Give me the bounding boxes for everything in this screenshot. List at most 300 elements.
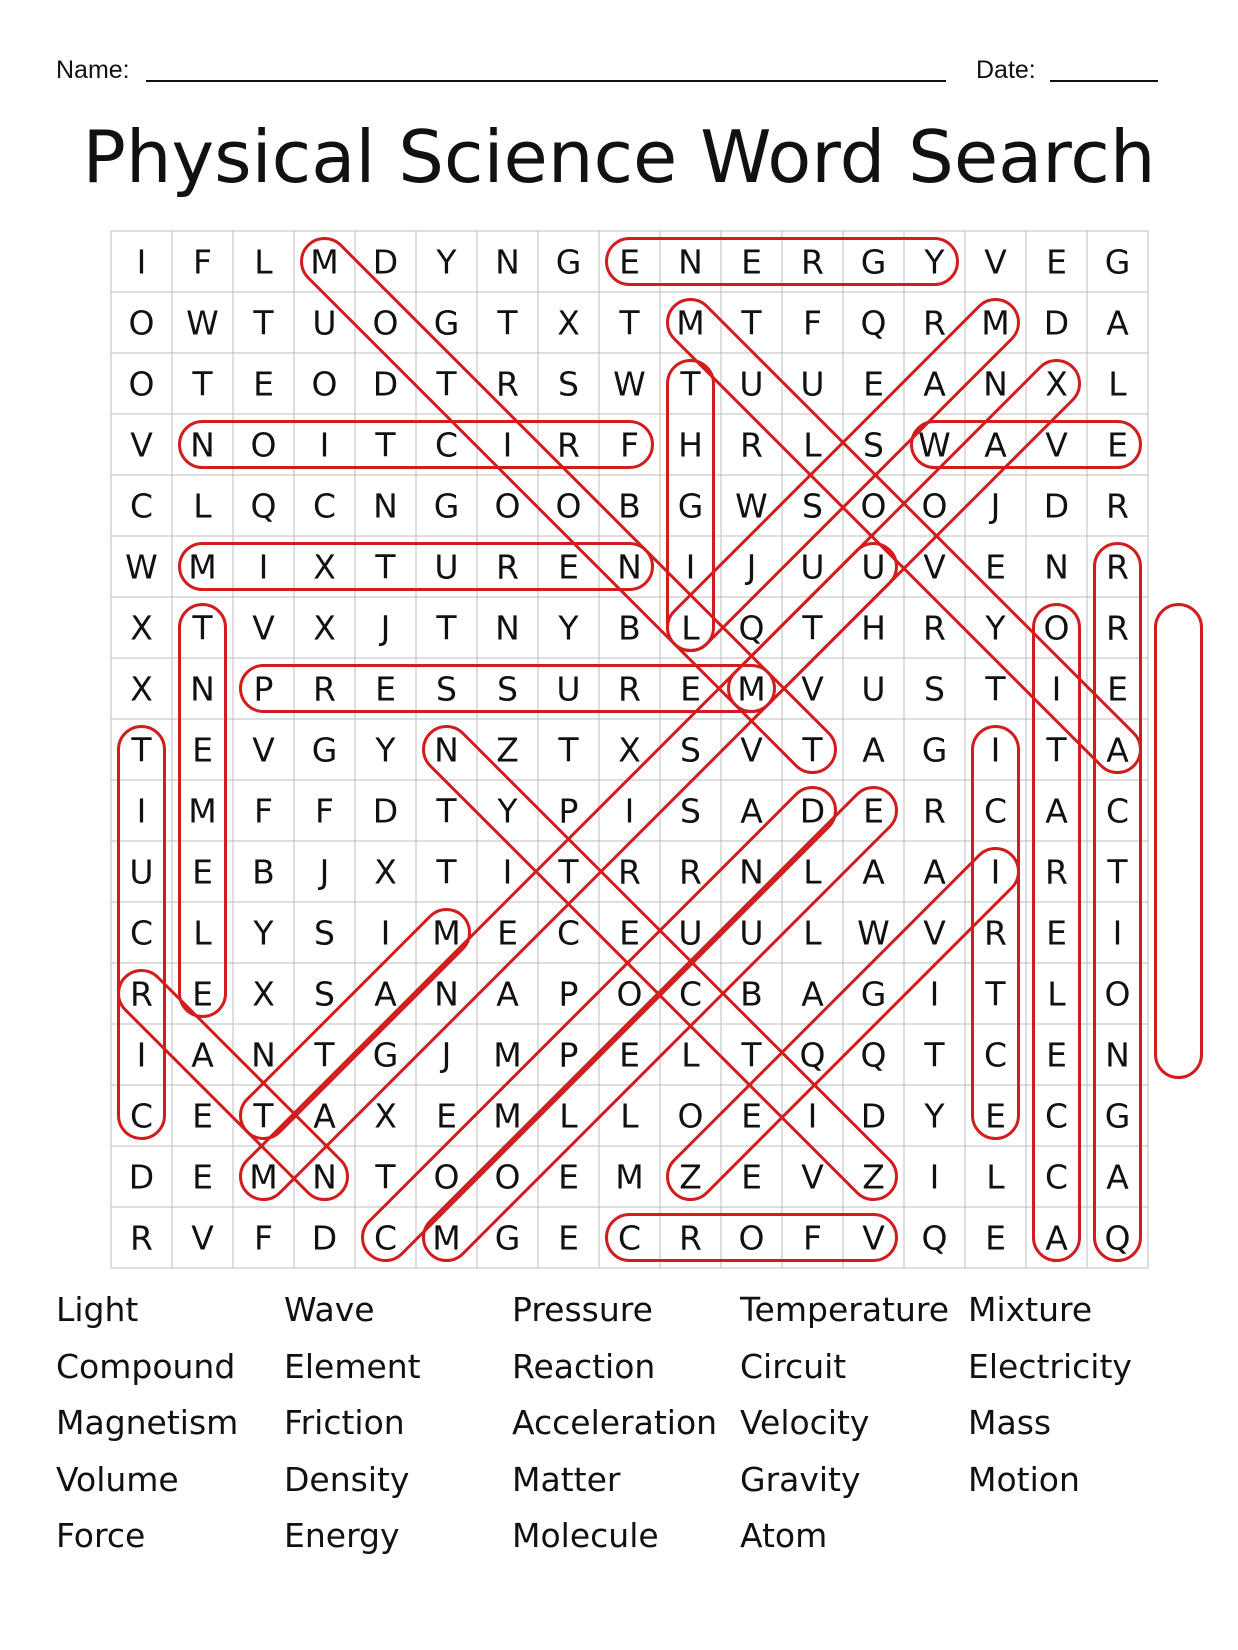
grid-letter[interactable]: L [681,608,700,648]
grid-letter[interactable]: I [502,852,513,892]
grid-letter[interactable]: I [929,1157,940,1197]
grid-letter[interactable]: F [193,242,212,282]
grid-letter[interactable]: W [125,547,158,587]
grid-letter[interactable]: T [985,974,1006,1014]
grid-letter[interactable]: L [803,852,822,892]
grid-letter[interactable]: L [193,913,212,953]
grid-letter[interactable]: E [1046,913,1067,953]
word-list-item: Wave [284,1290,375,1329]
grid-letter[interactable]: A [191,1035,214,1075]
grid-letter[interactable]: S [863,425,884,465]
grid-letter[interactable]: P [253,669,274,709]
grid-letter[interactable]: N [739,852,764,892]
grid-letter[interactable]: I [929,974,940,1014]
grid-letter[interactable]: C [312,486,337,526]
grid-letter[interactable]: F [620,425,639,465]
grid-letter[interactable]: G [433,486,460,526]
grid-letter[interactable]: B [618,486,641,526]
grid-letter[interactable]: A [1106,303,1129,343]
grid-letter[interactable]: T [497,303,518,343]
grid-letter[interactable]: N [495,608,520,648]
grid-letter[interactable]: Q [921,1218,948,1258]
grid-letter[interactable]: U [861,669,886,709]
grid-letter[interactable]: E [741,242,762,282]
grid-letter[interactable]: L [803,425,822,465]
grid-letter[interactable]: L [1108,364,1127,404]
grid-letter[interactable]: W [613,364,646,404]
grid-letter[interactable]: E [680,669,701,709]
grid-letter[interactable]: G [494,1218,521,1258]
grid-letter[interactable]: T [192,364,213,404]
grid-letter[interactable]: E [253,364,274,404]
grid-letter[interactable]: G [1104,1096,1131,1136]
grid-letter[interactable]: O [1043,608,1070,648]
grid-letter[interactable]: E [985,547,1006,587]
grid-letter[interactable]: E [192,1157,213,1197]
grid-letter[interactable]: T [436,852,457,892]
grid-letter[interactable]: R [130,974,153,1014]
grid-letter[interactable]: G [555,242,582,282]
grid-letter[interactable]: X [557,303,580,343]
grid-letter[interactable]: Z [496,730,519,770]
grid-letter[interactable]: U [739,364,764,404]
grid-letter[interactable]: U [800,364,825,404]
grid-letter[interactable]: S [558,364,579,404]
grid-letter[interactable]: T [253,303,274,343]
grid-letter[interactable]: T [375,1157,396,1197]
grid-letter[interactable]: E [192,730,213,770]
grid-letter[interactable]: M [676,303,705,343]
grid-letter[interactable]: B [740,974,763,1014]
grid-letter[interactable]: A [801,974,824,1014]
grid-letter[interactable]: V [862,1218,885,1258]
grid-letter[interactable]: R [801,242,824,282]
grid-letter[interactable]: E [619,1035,640,1075]
grid-letter[interactable]: N [1044,547,1069,587]
grid-letter[interactable]: S [680,730,701,770]
grid-letter[interactable]: U [129,852,154,892]
grid-letter[interactable]: E [192,1096,213,1136]
grid-letter[interactable]: N [434,974,459,1014]
grid-letter[interactable]: R [618,669,641,709]
grid-letter[interactable]: V [984,242,1007,282]
grid-letter[interactable]: N [495,242,520,282]
grid-letter[interactable]: C [678,974,703,1014]
grid-letter[interactable]: C [1044,1096,1069,1136]
grid-letter[interactable]: A [1045,791,1068,831]
grid-letter[interactable]: P [558,974,579,1014]
grid-letter[interactable]: M [493,1096,522,1136]
grid-letter[interactable]: O [494,1157,521,1197]
word-list-item: Magnetism [56,1403,239,1442]
grid-letter[interactable]: I [136,791,147,831]
grid-letter[interactable]: E [619,242,640,282]
grid-letter[interactable]: E [1046,1035,1067,1075]
grid-letter[interactable]: T [558,852,579,892]
grid-letter[interactable]: R [923,608,946,648]
grid-letter[interactable]: E [558,1157,579,1197]
grid-letter[interactable]: Z [679,1157,702,1197]
grid-letter[interactable]: E [741,1157,762,1197]
grid-letter[interactable]: O [1104,974,1131,1014]
grid-letter[interactable]: T [741,1035,762,1075]
grid-letter[interactable]: T [558,730,579,770]
grid-letter[interactable]: Y [924,1096,945,1136]
grid-letter[interactable]: N [190,669,215,709]
grid-letter[interactable]: N [983,364,1008,404]
grid-letter[interactable]: D [372,791,399,831]
grid-letter[interactable]: B [618,608,641,648]
grid-letter[interactable]: L [559,1096,578,1136]
grid-letter[interactable]: M [310,242,339,282]
word-list-item: Molecule [512,1516,659,1555]
grid-letter[interactable]: H [861,608,886,648]
grid-letter[interactable]: J [319,852,330,892]
grid-letter[interactable]: I [624,791,635,831]
grid-letter[interactable]: S [680,791,701,831]
grid-letter[interactable]: Q [860,303,887,343]
grid-letter[interactable]: G [921,730,948,770]
grid-letter[interactable]: T [985,669,1006,709]
grid-letter[interactable]: T [436,791,457,831]
grid-letter[interactable]: L [681,1035,700,1075]
grid-letter[interactable]: Y [924,242,945,282]
grid-letter[interactable]: P [558,1035,579,1075]
grid-letter[interactable]: U [556,669,581,709]
grid-letter[interactable]: I [1051,669,1062,709]
grid-letter[interactable]: W [918,425,951,465]
grid-letter[interactable]: V [740,730,763,770]
grid-letter[interactable]: E [1107,425,1128,465]
grid-letter[interactable]: M [432,913,461,953]
grid-letter[interactable]: T [802,730,823,770]
grid-letter[interactable]: R [679,852,702,892]
grid-letter[interactable]: R [679,1218,702,1258]
grid-letter[interactable]: I [685,547,696,587]
grid-letter[interactable]: L [986,1157,1005,1197]
grid-letter[interactable]: X [1045,364,1068,404]
grid-letter[interactable]: N [617,547,642,587]
grid-letter[interactable]: O [555,486,582,526]
word-list-item: Mixture [968,1290,1093,1329]
grid-letter[interactable]: C [1105,791,1130,831]
grid-letter[interactable]: R [557,425,580,465]
grid-letter[interactable]: U [861,547,886,587]
grid-letter[interactable]: M [981,303,1010,343]
grid-letter[interactable]: Y [985,608,1006,648]
grid-letter[interactable]: E [985,1096,1006,1136]
grid-letter[interactable]: O [860,486,887,526]
grid-letter[interactable]: X [252,974,275,1014]
grid-letter[interactable]: R [1106,608,1129,648]
grid-letter[interactable]: V [191,1218,214,1258]
grid-letter[interactable]: T [375,547,396,587]
grid-letter[interactable]: U [800,547,825,587]
grid-letter[interactable]: R [1106,547,1129,587]
grid-letter[interactable]: O [677,1096,704,1136]
grid-letter[interactable]: L [193,486,212,526]
grid-letter[interactable]: C [983,791,1008,831]
grid-letter[interactable]: Y [253,913,274,953]
grid-letter[interactable]: T [924,1035,945,1075]
grid-letter[interactable]: T [1046,730,1067,770]
grid-letter[interactable]: A [313,1096,336,1136]
grid-letter[interactable]: E [863,791,884,831]
grid-letter[interactable]: E [985,1218,1006,1258]
grid-letter[interactable]: C [617,1218,642,1258]
grid-letter[interactable]: T [131,730,152,770]
grid-letter[interactable]: M [737,669,766,709]
grid-letter[interactable]: X [313,547,336,587]
grid-letter[interactable]: Q [860,1035,887,1075]
grid-letter[interactable]: A [740,791,763,831]
word-list-item: Pressure [512,1290,653,1329]
grid-letter[interactable]: S [314,974,335,1014]
grid-letter[interactable]: C [1044,1157,1069,1197]
grid-letter[interactable]: C [556,913,581,953]
grid-letter[interactable]: R [130,1218,153,1258]
grid-letter[interactable]: V [252,730,275,770]
grid-letter[interactable]: T [802,608,823,648]
grid-letters [125,243,1130,1258]
grid-letter[interactable]: F [254,1218,273,1258]
grid-letter[interactable]: M [615,1157,644,1197]
grid-letter[interactable]: J [746,547,757,587]
grid-letter[interactable]: E [741,1096,762,1136]
grid-letter[interactable]: E [558,547,579,587]
grid-letter[interactable]: T [192,608,213,648]
grid-letter[interactable]: D [799,791,826,831]
grid-letter[interactable]: R [923,791,946,831]
grid-letter[interactable]: X [618,730,641,770]
grid-letter[interactable]: O [372,303,399,343]
grid-letter[interactable]: Q [250,486,277,526]
grid-letter[interactable]: S [802,486,823,526]
grid-letter[interactable]: Z [862,1157,885,1197]
grid-letter[interactable]: C [129,486,154,526]
grid-letter[interactable]: D [372,242,399,282]
grid-letter[interactable]: G [433,303,460,343]
grid-letter[interactable]: M [188,547,217,587]
grid-letter[interactable]: D [1043,303,1070,343]
grid-letter[interactable]: A [862,730,885,770]
grid-letter[interactable]: O [250,425,277,465]
grid-letter[interactable]: F [315,791,334,831]
grid-letter[interactable]: T [1107,852,1128,892]
grid-letter[interactable]: E [375,669,396,709]
grid-letter[interactable]: E [558,1218,579,1258]
grid-letter[interactable]: X [130,669,153,709]
grid-letter[interactable]: R [1045,852,1068,892]
grid-letter[interactable]: I [380,913,391,953]
grid-letter[interactable]: G [1104,242,1131,282]
grid-letter[interactable]: Q [1104,1218,1131,1258]
grid-letter[interactable]: L [254,242,273,282]
grid-letter[interactable]: I [502,425,513,465]
grid-letter[interactable]: G [860,974,887,1014]
grid-letter[interactable]: E [619,913,640,953]
grid-letter[interactable]: L [620,1096,639,1136]
grid-letter[interactable]: A [496,974,519,1014]
grid-letter[interactable]: J [990,486,1001,526]
grid-letter[interactable]: N [312,1157,337,1197]
grid-letter[interactable]: I [136,242,147,282]
grid-letter[interactable]: X [374,1096,397,1136]
grid-letter[interactable]: I [807,1096,818,1136]
grid-letter[interactable]: Q [738,608,765,648]
grid-letter[interactable]: Q [799,1035,826,1075]
grid-letter[interactable]: I [990,852,1001,892]
grid-letter[interactable]: M [249,1157,278,1197]
grid-letter[interactable]: O [494,486,521,526]
word-list-item: Compound [56,1346,236,1386]
grid-letter[interactable]: I [258,547,269,587]
grid-letter[interactable]: N [434,730,459,770]
grid-letter[interactable]: N [373,486,398,526]
grid-letter[interactable]: D [372,364,399,404]
grid-letter[interactable]: A [923,364,946,404]
grid-letter[interactable]: Y [558,608,579,648]
grid-letter[interactable]: S [314,913,335,953]
word-list-item: Density [284,1459,410,1499]
grid-letter[interactable]: J [380,608,391,648]
grid-letter[interactable]: R [496,547,519,587]
grid-letter[interactable]: W [857,913,890,953]
grid-letter[interactable]: X [313,608,336,648]
grid-letter[interactable]: T [680,364,701,404]
name-label: Name: [56,56,130,84]
grid-letter[interactable]: M [188,791,217,831]
grid-letter[interactable]: G [677,486,704,526]
grid-letter[interactable]: G [372,1035,399,1075]
grid-letter[interactable]: X [130,608,153,648]
grid-letter[interactable]: T [619,303,640,343]
grid-letter[interactable]: G [860,242,887,282]
grid-letter[interactable]: S [436,669,457,709]
grid-letter[interactable]: O [738,1218,765,1258]
grid-letter[interactable]: V [130,425,153,465]
grid-letter[interactable]: D [128,1157,155,1197]
grid-letter[interactable]: I [1112,913,1123,953]
grid-letter[interactable]: R [740,425,763,465]
grid-letter[interactable]: I [136,1035,147,1075]
grid-letter[interactable]: T [375,425,396,465]
grid-letter[interactable]: E [436,1096,457,1136]
grid-letter[interactable]: D [311,1218,338,1258]
grid-letter[interactable]: R [1106,486,1129,526]
grid-letter[interactable]: X [374,852,397,892]
grid-letter[interactable]: N [678,242,703,282]
grid-letter[interactable]: L [803,913,822,953]
grid-letter[interactable]: T [436,608,457,648]
grid-letter[interactable]: V [923,547,946,587]
grid-letter[interactable]: C [983,1035,1008,1075]
grid-letter[interactable]: R [923,303,946,343]
grid-letter[interactable]: A [374,974,397,1014]
grid-letter[interactable]: T [436,364,457,404]
grid-letter[interactable]: A [1106,1157,1129,1197]
word-list-item: Element [284,1346,421,1386]
grid-letter[interactable]: U [312,303,337,343]
grid-letter[interactable]: N [251,1035,276,1075]
grid-letter[interactable]: Y [436,242,457,282]
grid-letter[interactable]: I [319,425,330,465]
grid-letter[interactable]: O [128,303,155,343]
grid-letter[interactable]: V [1045,425,1068,465]
grid-letter[interactable]: Y [497,791,518,831]
grid-letter[interactable]: F [254,791,273,831]
grid-letter[interactable]: R [496,364,519,404]
grid-letter[interactable]: I [990,730,1001,770]
grid-letter[interactable]: N [190,425,215,465]
grid-letter[interactable]: G [311,730,338,770]
grid-letter[interactable]: H [678,425,703,465]
grid-letter[interactable]: R [313,669,336,709]
grid-letter[interactable]: V [801,669,824,709]
grid-letter[interactable]: M [432,1218,461,1258]
grid-letter[interactable]: A [1045,1218,1068,1258]
grid-letter[interactable]: E [192,852,213,892]
grid-letter[interactable]: S [497,669,518,709]
grid-letter[interactable]: T [253,1096,274,1136]
grid-letter[interactable]: N [1105,1035,1130,1075]
grid-letter[interactable]: R [618,852,641,892]
grid-letter[interactable]: O [433,1157,460,1197]
grid-letter[interactable]: J [441,1035,452,1075]
grid-letter[interactable]: O [616,974,643,1014]
grid-letter[interactable]: U [678,913,703,953]
grid-letter[interactable]: Y [375,730,396,770]
grid-letter[interactable]: V [252,608,275,648]
grid-letter[interactable]: T [741,303,762,343]
grid-letter[interactable]: D [860,1096,887,1136]
grid-letter[interactable]: E [1107,669,1128,709]
grid-letter[interactable]: O [128,364,155,404]
grid-letter[interactable]: E [863,364,884,404]
grid-letter[interactable]: U [434,547,459,587]
grid-letter[interactable]: D [1043,486,1070,526]
grid-letter[interactable]: V [801,1157,824,1197]
grid-letter[interactable]: M [493,1035,522,1075]
grid-letter[interactable]: L [1047,974,1066,1014]
grid-letter[interactable]: C [129,913,154,953]
grid-letter[interactable]: A [862,852,885,892]
grid-letter[interactable]: E [192,974,213,1014]
grid-letter[interactable]: E [497,913,518,953]
grid-letter[interactable]: O [921,486,948,526]
grid-letter[interactable]: O [311,364,338,404]
grid-letter[interactable]: F [803,303,822,343]
grid-letter[interactable]: S [924,669,945,709]
grid-letter[interactable]: C [373,1218,398,1258]
grid-letter[interactable]: A [923,852,946,892]
grid-letter[interactable]: V [923,913,946,953]
grid-letter[interactable]: C [129,1096,154,1136]
grid-letter[interactable]: E [1046,242,1067,282]
grid-letter[interactable]: W [186,303,219,343]
grid-letter[interactable]: F [803,1218,822,1258]
grid-letter[interactable]: W [735,486,768,526]
grid-letter[interactable]: C [434,425,459,465]
grid-letter[interactable]: A [1106,730,1129,770]
grid-letter[interactable]: A [984,425,1007,465]
grid-letter[interactable]: P [558,791,579,831]
grid-letter[interactable]: B [252,852,275,892]
grid-letter[interactable]: U [739,913,764,953]
grid-letter[interactable]: R [984,913,1007,953]
grid-letter[interactable]: T [314,1035,335,1075]
word-list-item: Mass [968,1403,1052,1442]
